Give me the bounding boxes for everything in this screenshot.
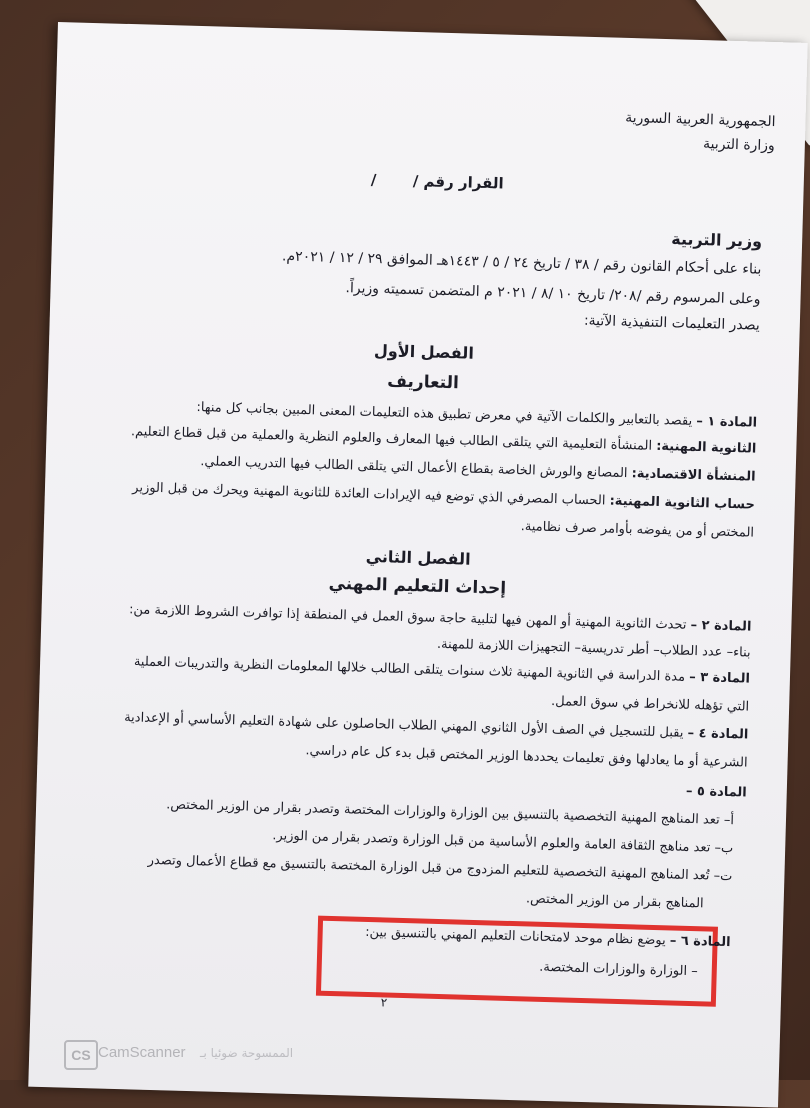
definition-vocational-school: الثانوية المهنية: المنشأة التعليمية التي يتلقى الطالب فيها المعارف والعلوم النظرية والعملية من قبل قطاع التعليم. bbox=[130, 424, 757, 457]
page-number: ٢ bbox=[380, 995, 388, 1010]
camscanner-logo-icon: CS bbox=[64, 1040, 98, 1070]
article-4-cont: الشرعية أو ما يعادلها وفق تعليمات يحددها الوزير المختص قبل بدء كل عام دراسي. bbox=[305, 743, 748, 771]
article-1: المادة ١ – يقصد بالتعابير والكلمات الآتية في معرض تطبيق هذه التعليمات المعنى المبين بجانب كل منها: bbox=[196, 400, 758, 431]
camscanner-watermark: CamScanner bbox=[98, 1044, 186, 1061]
article-6: المادة ٦ – يوضع نظام موحد لامتحانات التعليم المهني بالتنسيق بين: bbox=[365, 924, 731, 951]
preamble-line-1: بناء على أحكام القانون رقم / ٣٨ / تاريخ ٢٤ / ٥ / ١٤٤٣هـ الموافق ٢٩ / ١٢ / ٢٠٢١م. bbox=[281, 248, 762, 278]
preamble-line-3: يصدر التعليمات التنفيذية الآتية: bbox=[583, 312, 761, 334]
article-2-cont: بناء– عدد الطلاب– أطر تدريسية– التجهيزات اللازمة للمهنة. bbox=[436, 636, 751, 661]
article-5-item-c-cont: المناهج بقرار من الوزير المختص. bbox=[525, 891, 704, 912]
document-page bbox=[28, 22, 807, 1108]
article-6-item: – الوزارة والوزارات المختصة. bbox=[539, 959, 698, 980]
article-5-item-b: ب– تعد مناهج الثقافة العامة والعلوم الأساسية من قبل الوزارة وتصدر بقرار من الوزير. bbox=[272, 828, 734, 857]
article-3: المادة ٣ – مدة الدراسة في الثانوية المهنية ثلاث سنوات يتلقى الطالب خلالها المعلومات النظرية والتدريبات العملية bbox=[133, 654, 751, 687]
document-content bbox=[28, 22, 807, 1108]
definition-school-account-cont: المختص أو من يفوضه بأوامر صرف نظامية. bbox=[520, 519, 755, 541]
chapter1-subtitle: التعاريف bbox=[387, 371, 460, 394]
definition-economic-facility: المنشأة الاقتصادية: المصانع والورش الخاصة بقطاع الأعمال التي يتلقى الطالب فيها التدريب العملي. bbox=[200, 454, 756, 485]
chapter2-subtitle: إحداث التعليم المهني bbox=[328, 573, 507, 599]
preamble-line-2: وعلى المرسوم رقم /٢٠٨/ تاريخ ١٠ /٨ / ٢٠٢١ م المتضمن تسميته وزيراً. bbox=[345, 280, 761, 308]
definition-school-account: حساب الثانوية المهنية: الحساب المصرفي الذي توضع فيه الإيرادات العائدة للثانوية المهنية ويحرك من قبل الوزير bbox=[132, 480, 755, 513]
header-ministry: وزارة التربية bbox=[702, 136, 776, 155]
article-2: المادة ٢ – تحدث الثانوية المهنية أو المهن فيها لتلبية حاجة سوق العمل في المنطقة إذا توافرت الشروط اللازمة من: bbox=[128, 602, 752, 635]
camscanner-watermark-arabic: الممسوحة ضوئيا بـ bbox=[200, 1046, 294, 1060]
header-country: الجمهورية العربية السورية bbox=[624, 109, 776, 131]
article-3-cont: التي تؤهله للانخراط في سوق العمل. bbox=[550, 694, 750, 715]
decree-number: القرار رقم / / bbox=[370, 170, 504, 193]
chapter2-title: الفصل الثاني bbox=[365, 546, 471, 569]
article-5: المادة ٥ – bbox=[685, 783, 747, 801]
chapter1-title: الفصل الأول bbox=[373, 340, 475, 363]
article-4: المادة ٤ – يقبل للتسجيل في الصف الأول الثانوي المهني الطلاب الحاصلون على شهادة التعليم الأساسي أو الإعدادية bbox=[123, 710, 749, 743]
article-5-item-a: أ– تعد المناهج المهنية التخصصية بالتنسيق بين الوزارة والوزارات المختصة وتصدر بقرار من الوزير المختص. bbox=[165, 797, 735, 829]
minister-title: وزير التربية bbox=[671, 229, 763, 251]
article-5-item-c: ت– تُعد المناهج المهنية التخصصية للتعليم المزدوج من قبل الوزارة المختصة بالتنسيق مع قطاع الأعمال وتصدر bbox=[147, 852, 733, 885]
